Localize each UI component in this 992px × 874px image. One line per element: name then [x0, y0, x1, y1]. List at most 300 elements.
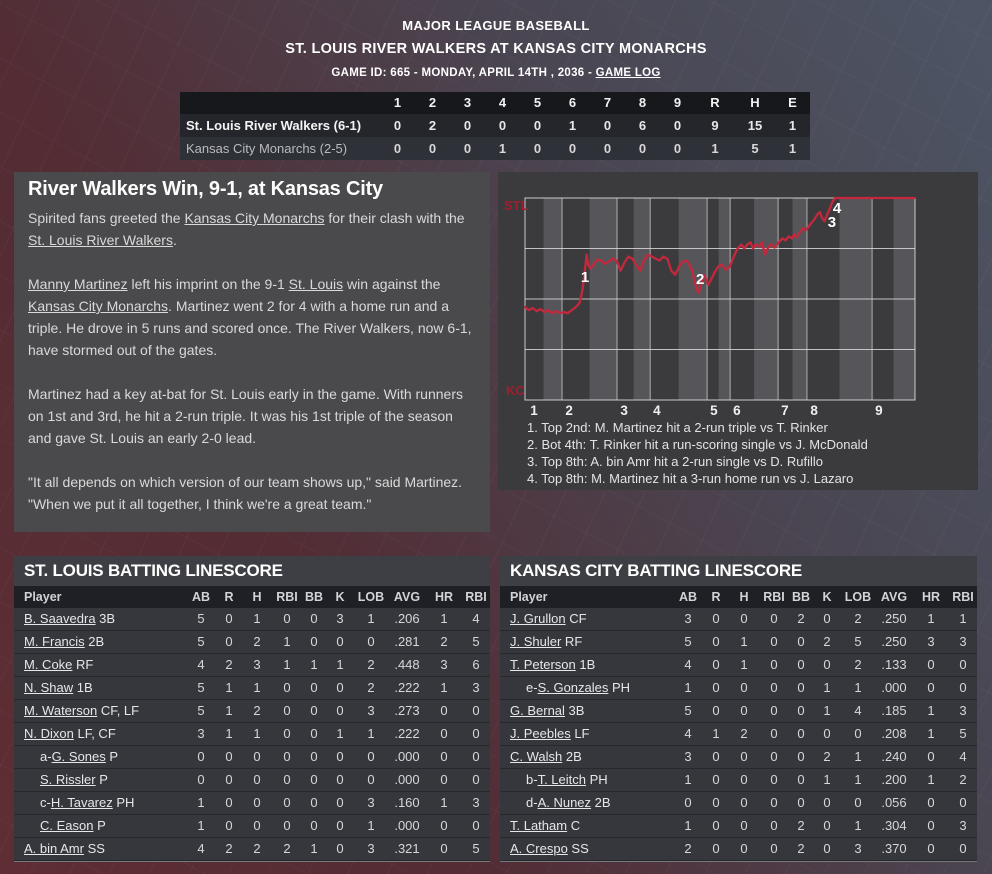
article-text: . Martinez went 2 for 4 with a home run and a triple. He drove in 5 runs and scored once. The River Walkers, now 6-1, have stormed out of the gates.	[28, 298, 472, 358]
player-link[interactable]: T. Latham	[510, 818, 568, 833]
stat-cell: 0	[789, 746, 813, 769]
player-link[interactable]: G. Bernal	[510, 703, 565, 718]
player-cell	[500, 677, 673, 700]
stat-cell: 3	[354, 792, 388, 815]
stat-cell: 0	[242, 746, 272, 769]
stat-cell: 5	[186, 700, 216, 723]
stat-cell: 0	[729, 700, 759, 723]
stat-cell: 0	[729, 608, 759, 631]
stat-cell: 4	[673, 654, 703, 677]
stat-cell: 0	[216, 815, 242, 838]
kc-batting-linescore	[500, 556, 977, 862]
article-text: Martinez had a key at-bat for St. Louis early in the game. With runners on 1st and 3rd, he hit a 2-run triple. It was his 1st triple of the season and gave St. Louis an early 2-0 lead.	[28, 386, 463, 446]
stat-cell: 0	[272, 746, 302, 769]
batting-row	[500, 746, 977, 769]
player-cell	[14, 608, 186, 631]
stat-cell: 0	[354, 746, 388, 769]
stat-cell: 1	[354, 723, 388, 746]
stat-cell: 4	[841, 700, 875, 723]
stat-cell: 0	[729, 838, 759, 861]
scoreboard-column-header: 8	[625, 92, 660, 114]
stat-cell: 3	[462, 677, 490, 700]
stat-cell: 1	[272, 654, 302, 677]
player-link[interactable]: G. Sones	[51, 749, 106, 764]
stat-cell: 0	[326, 700, 354, 723]
stat-cell: 0	[216, 608, 242, 631]
stat-cell: 1	[186, 815, 216, 838]
stat-cell: 0	[759, 792, 789, 815]
event-marker-2: 2	[695, 270, 705, 288]
stat-cell: .000	[388, 746, 426, 769]
stat-cell: 0	[272, 608, 302, 631]
stat-cell: 0	[242, 792, 272, 815]
stat-cell: 1	[673, 815, 703, 838]
runs-cell: 1	[695, 137, 735, 160]
batting-column-header: H	[242, 586, 272, 608]
batting-row	[14, 654, 490, 677]
batting-column-header: LOB	[354, 586, 388, 608]
stat-cell: 2	[729, 723, 759, 746]
article-paragraph	[28, 383, 474, 449]
stat-cell: 0	[354, 769, 388, 792]
stat-cell: 0	[326, 815, 354, 838]
scoreboard-team-name: Kansas City Monarchs (2-5)	[180, 137, 380, 160]
player-link[interactable]: H. Tavarez	[50, 795, 113, 810]
batting-row	[500, 700, 977, 723]
stat-cell: .056	[875, 792, 913, 815]
scoreboard-corner-cell	[180, 92, 380, 114]
matchup-title: ST. LOUIS RIVER WALKERS AT KANSAS CITY MONARCHS	[285, 41, 707, 57]
player-link[interactable]: A. Crespo	[510, 841, 568, 856]
stat-cell: 0	[913, 838, 949, 861]
stat-cell: 5	[462, 838, 490, 861]
player-prefix: c-	[40, 795, 51, 810]
stat-cell: 3	[841, 838, 875, 861]
stat-cell: 5	[186, 677, 216, 700]
stat-cell: 0	[326, 792, 354, 815]
stat-cell: 0	[813, 838, 841, 861]
stat-cell: 0	[813, 608, 841, 631]
stat-cell: 5	[462, 631, 490, 654]
stat-cell: .304	[875, 815, 913, 838]
stat-cell: 0	[354, 631, 388, 654]
stat-cell: 0	[789, 792, 813, 815]
stat-cell: 0	[759, 654, 789, 677]
stat-cell: 2	[789, 815, 813, 838]
batting-row	[500, 769, 977, 792]
article-link[interactable]: St. Louis River Walkers	[28, 232, 173, 248]
stat-cell: 0	[949, 792, 977, 815]
batting-column-header: RBI	[462, 586, 490, 608]
linescore-scoreboard	[180, 92, 810, 160]
stat-cell: 2	[841, 608, 875, 631]
batting-column-header: RBI	[759, 586, 789, 608]
stat-cell: 0	[302, 792, 326, 815]
scoreboard-team-row	[180, 137, 810, 160]
player-position: RF	[561, 634, 583, 649]
table-title: KANSAS CITY BATTING LINESCORE	[500, 556, 977, 586]
game-info-text: GAME ID: 665 - MONDAY, APRIL 14TH , 2036 -	[331, 67, 596, 79]
article-text: for their clash with the	[324, 210, 465, 226]
player-position: RF	[72, 657, 94, 672]
player-cell	[14, 700, 186, 723]
player-position: 1B	[575, 657, 596, 672]
article-link[interactable]: Kansas City Monarchs	[28, 298, 169, 314]
article-paragraph	[28, 273, 474, 361]
player-position: SS	[83, 841, 105, 856]
stat-cell: 0	[949, 654, 977, 677]
article-text: "It all depends on which version of our team shows up," said Martinez. "When we put it all together, I think we're a great team."	[28, 474, 463, 512]
stat-cell: 0	[272, 769, 302, 792]
table-title: ST. LOUIS BATTING LINESCORE	[14, 556, 490, 586]
article-link[interactable]: St. Louis	[288, 276, 344, 292]
stat-cell: 3	[326, 608, 354, 631]
stat-cell: 1	[242, 677, 272, 700]
stat-cell: 1	[729, 654, 759, 677]
stat-cell: .250	[875, 631, 913, 654]
batting-column-header: RBI	[272, 586, 302, 608]
stat-cell: 1	[186, 792, 216, 815]
stat-cell: 0	[729, 746, 759, 769]
player-position: 1B	[73, 680, 93, 695]
stat-cell: 2	[354, 654, 388, 677]
scoreboard-column-header: 4	[485, 92, 520, 114]
batting-column-header: K	[326, 586, 354, 608]
player-cell	[500, 631, 673, 654]
stat-cell: 2	[272, 838, 302, 861]
stat-cell: 1	[216, 677, 242, 700]
stat-cell: 5	[673, 631, 703, 654]
stat-cell: 5	[186, 631, 216, 654]
stat-cell: 4	[186, 838, 216, 861]
player-cell	[500, 769, 673, 792]
stat-cell: 1	[354, 608, 388, 631]
stat-cell: 1	[673, 677, 703, 700]
stat-cell: 0	[242, 769, 272, 792]
stat-cell: 0	[703, 608, 729, 631]
stat-cell: .448	[388, 654, 426, 677]
stat-cell: 1	[354, 815, 388, 838]
player-position: SS	[567, 841, 589, 856]
player-link[interactable]: A. Nunez	[537, 795, 592, 810]
batting-row	[14, 631, 490, 654]
runs-cell: 9	[695, 114, 735, 137]
stat-cell: 1	[913, 723, 949, 746]
stat-cell: 0	[789, 677, 813, 700]
player-prefix: b-	[526, 772, 538, 787]
stat-cell: 0	[272, 700, 302, 723]
stat-cell: 6	[462, 654, 490, 677]
y-axis-label-kc: KC	[506, 383, 525, 398]
league-title: MAJOR LEAGUE BASEBALL	[402, 18, 590, 33]
stat-cell: 0	[949, 677, 977, 700]
article-paragraph	[28, 471, 474, 515]
article-paragraph	[28, 207, 474, 251]
stat-cell: 5	[949, 723, 977, 746]
stat-cell: 0	[426, 700, 462, 723]
stat-cell: .000	[875, 677, 913, 700]
stat-cell: 0	[673, 792, 703, 815]
player-link[interactable]: S. Gonzales	[537, 680, 609, 695]
stat-cell: 0	[789, 631, 813, 654]
inning-score-cell: 0	[590, 137, 625, 160]
player-position: PH	[608, 680, 631, 695]
batting-table	[14, 586, 490, 861]
stat-cell: 1	[426, 677, 462, 700]
stat-cell: 0	[759, 723, 789, 746]
event-marker-1: 1	[580, 268, 590, 286]
inning-score-cell: 0	[625, 137, 660, 160]
stat-cell: 0	[729, 677, 759, 700]
x-tick-inning-5: 5	[710, 403, 718, 418]
stat-cell: 1	[841, 746, 875, 769]
stat-cell: 0	[813, 723, 841, 746]
player-link[interactable]: M. Coke	[24, 657, 73, 672]
inning-score-cell: 0	[555, 137, 590, 160]
stat-cell: 0	[462, 700, 490, 723]
stat-cell: 0	[216, 769, 242, 792]
player-cell	[500, 700, 673, 723]
scoreboard-column-header: 6	[555, 92, 590, 114]
key-play-item: 2. Bot 4th: T. Rinker hit a run-scoring single vs J. McDonald	[527, 437, 868, 452]
hits-cell: 5	[735, 137, 775, 160]
scoreboard-column-header: E	[775, 92, 810, 114]
player-cell	[14, 723, 186, 746]
player-cell	[14, 815, 186, 838]
stat-cell: 0	[326, 746, 354, 769]
inning-score-cell: 0	[450, 114, 485, 137]
article-text: win against the	[343, 276, 441, 292]
player-position: P	[95, 772, 108, 787]
stat-cell: 0	[703, 792, 729, 815]
stat-cell: 0	[302, 746, 326, 769]
batting-column-header: AB	[673, 586, 703, 608]
stat-cell: .200	[875, 769, 913, 792]
stat-cell: 0	[759, 700, 789, 723]
batting-row	[500, 838, 977, 861]
stat-cell: 0	[913, 792, 949, 815]
scoreboard-column-header: R	[695, 92, 735, 114]
player-position: P	[93, 818, 106, 833]
batting-column-header: LOB	[841, 586, 875, 608]
stat-cell: 2	[426, 631, 462, 654]
x-tick-inning-7: 7	[781, 403, 789, 418]
player-link[interactable]: J. Peebles	[510, 726, 571, 741]
batting-row	[14, 838, 490, 861]
player-cell	[14, 631, 186, 654]
batting-column-header: Player	[14, 586, 186, 608]
player-link[interactable]: B. Saavedra	[24, 611, 96, 626]
stat-cell: 3	[462, 792, 490, 815]
inning-score-cell: 0	[660, 114, 695, 137]
stat-cell: 0	[703, 700, 729, 723]
player-position: 2B	[591, 795, 611, 810]
player-link[interactable]: A. bin Amr	[24, 841, 84, 856]
stat-cell: 3	[673, 608, 703, 631]
player-link[interactable]: C. Walsh	[510, 749, 563, 764]
stat-cell: 1	[913, 608, 949, 631]
stat-cell: 0	[272, 792, 302, 815]
stat-cell: 0	[186, 746, 216, 769]
stat-cell: 0	[462, 723, 490, 746]
stat-cell: 0	[703, 769, 729, 792]
stat-cell: 0	[759, 608, 789, 631]
stat-cell: 0	[326, 769, 354, 792]
stat-cell: 0	[302, 769, 326, 792]
game-log-link[interactable]: GAME LOG	[595, 67, 661, 79]
stat-cell: 1	[949, 608, 977, 631]
player-cell	[500, 723, 673, 746]
player-link[interactable]: N. Shaw	[24, 680, 74, 695]
stat-cell: 0	[216, 746, 242, 769]
stat-cell: 1	[426, 792, 462, 815]
stat-cell: 1	[703, 723, 729, 746]
batting-column-header: Player	[500, 586, 673, 608]
stat-cell: 0	[302, 815, 326, 838]
scoreboard-column-header: 9	[660, 92, 695, 114]
batting-header-row	[500, 586, 977, 608]
x-tick-inning-1: 1	[530, 403, 538, 418]
stat-cell: 0	[462, 769, 490, 792]
player-cell	[500, 608, 673, 631]
stat-cell: 4	[949, 746, 977, 769]
stat-cell: 0	[426, 838, 462, 861]
player-link[interactable]: T. Peterson	[510, 657, 576, 672]
batting-row	[500, 792, 977, 815]
player-cell	[14, 746, 186, 769]
batting-column-header: H	[729, 586, 759, 608]
stat-cell: 0	[789, 654, 813, 677]
player-position: 2B	[84, 634, 105, 649]
stat-cell: 5	[673, 700, 703, 723]
inning-score-cell: 0	[380, 137, 415, 160]
player-link[interactable]: J. Grullon	[510, 611, 566, 626]
stat-cell: 1	[302, 654, 326, 677]
stat-cell: 0	[789, 769, 813, 792]
stat-cell: 0	[729, 769, 759, 792]
player-link[interactable]: M. Francis	[24, 634, 85, 649]
stat-cell: 2	[949, 769, 977, 792]
player-link[interactable]: M. Waterson	[24, 703, 98, 718]
stat-cell: 0	[813, 792, 841, 815]
stat-cell: 0	[216, 792, 242, 815]
stat-cell: 2	[813, 631, 841, 654]
batting-row	[14, 769, 490, 792]
inning-score-cell: 0	[520, 137, 555, 160]
stl-batting-linescore	[14, 556, 490, 862]
article-text: left his imprint on the 9-1	[127, 276, 289, 292]
batting-column-header: AVG	[875, 586, 913, 608]
player-position: 3B	[95, 611, 116, 626]
inning-score-cell: 2	[415, 114, 450, 137]
y-axis-label-stl: STL	[504, 198, 529, 213]
stat-cell: 0	[703, 677, 729, 700]
stat-cell: .222	[388, 677, 426, 700]
x-tick-inning-8: 8	[810, 403, 818, 418]
inning-score-cell: 6	[625, 114, 660, 137]
stat-cell: 2	[789, 838, 813, 861]
player-cell	[500, 838, 673, 861]
scoreboard-header-row	[180, 92, 810, 114]
scoreboard-team-name: St. Louis River Walkers (6-1)	[180, 114, 380, 137]
stat-cell: 0	[703, 631, 729, 654]
stat-cell: 0	[462, 815, 490, 838]
player-link[interactable]: S. Rissler	[40, 772, 96, 787]
player-position: PH	[112, 795, 135, 810]
player-position: 2B	[562, 749, 582, 764]
stat-cell: 0	[426, 723, 462, 746]
stat-cell: 3	[242, 654, 272, 677]
player-position: 3B	[564, 703, 585, 718]
stat-cell: .370	[875, 838, 913, 861]
stat-cell: 0	[302, 700, 326, 723]
stat-cell: 0	[426, 746, 462, 769]
inning-score-cell: 0	[450, 137, 485, 160]
batting-column-header: BB	[302, 586, 326, 608]
player-cell	[500, 815, 673, 838]
player-cell	[500, 654, 673, 677]
stat-cell: .133	[875, 654, 913, 677]
article-link[interactable]: Manny Martinez	[28, 276, 128, 292]
inning-score-cell: 0	[415, 137, 450, 160]
stat-cell: 1	[813, 677, 841, 700]
player-link[interactable]: N. Dixon	[24, 726, 74, 741]
stat-cell: 0	[813, 815, 841, 838]
player-link[interactable]: J. Shuler	[510, 634, 562, 649]
stat-cell: .160	[388, 792, 426, 815]
hits-cell: 15	[735, 114, 775, 137]
batting-row	[500, 608, 977, 631]
stat-cell: 2	[216, 654, 242, 677]
batting-row	[14, 677, 490, 700]
stat-cell: 0	[302, 677, 326, 700]
stat-cell: 0	[703, 815, 729, 838]
stat-cell: 0	[759, 677, 789, 700]
stat-cell: 3	[949, 700, 977, 723]
stat-cell: 3	[354, 700, 388, 723]
player-position: LF, CF	[73, 726, 116, 741]
article-body	[28, 207, 474, 515]
batting-column-header: RBI	[949, 586, 977, 608]
player-prefix: e-	[526, 680, 538, 695]
stat-cell: 2	[242, 631, 272, 654]
stat-cell: 0	[913, 815, 949, 838]
stat-cell: 0	[272, 815, 302, 838]
batting-row	[14, 792, 490, 815]
player-position: CF, LF	[97, 703, 140, 718]
stat-cell: 0	[462, 746, 490, 769]
stat-cell: .000	[388, 769, 426, 792]
stat-cell: 0	[789, 700, 813, 723]
stat-cell: 1	[272, 631, 302, 654]
batting-column-header: BB	[789, 586, 813, 608]
stat-cell: 3	[186, 723, 216, 746]
stat-cell: 1	[302, 838, 326, 861]
stat-cell: 1	[242, 723, 272, 746]
article-link[interactable]: Kansas City Monarchs	[184, 210, 325, 226]
stat-cell: 2	[841, 654, 875, 677]
stat-cell: 2	[673, 838, 703, 861]
batting-header-row	[14, 586, 490, 608]
player-link[interactable]: C. Eason	[40, 818, 94, 833]
player-link[interactable]: T. Leitch	[537, 772, 586, 787]
stat-cell: 3	[913, 631, 949, 654]
batting-column-header: R	[703, 586, 729, 608]
batting-row	[500, 723, 977, 746]
stat-cell: 0	[703, 838, 729, 861]
player-cell	[500, 792, 673, 815]
stat-cell: 0	[759, 631, 789, 654]
